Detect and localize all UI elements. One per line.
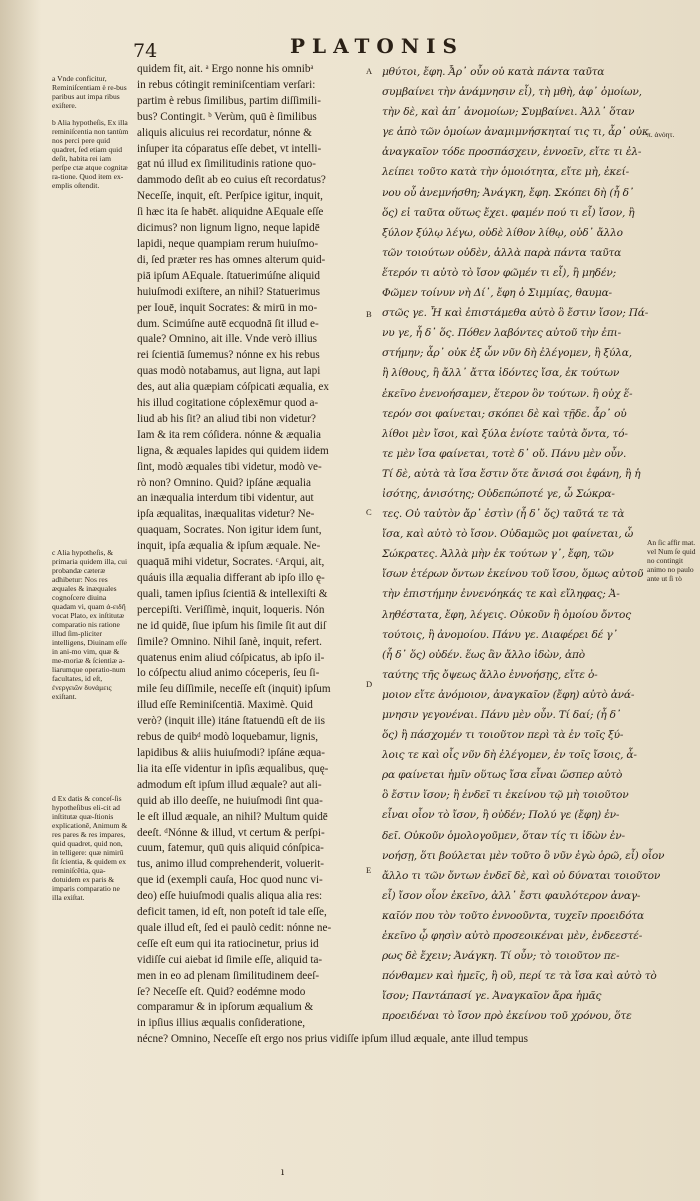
latin-line: per Iouē, inquit Socrates: & mirū in mo- [137, 301, 318, 314]
latin-line: quidem fit, ait. ᵃ Ergo nonne his omnibᵃ [137, 63, 314, 75]
latin-line: dicimus? non lignum ligno, neque lapidē [137, 222, 320, 235]
right-margin-notes [647, 130, 700, 730]
greek-line: καῖόν που τὸν τοῦτο ἐννοοῦντα, τυχεῖν προειδότα [382, 909, 645, 922]
latin-line: le eſt illud æquale, an nihil? Multum quidē [137, 810, 328, 823]
latin-line: ſe? Neceſſe eſt. Quid? eodémne modo [137, 985, 306, 998]
latin-line: ligna, & æquales lapides qui quidem iidem [137, 444, 329, 457]
greek-line: ληθέστατα, ἔφη, λέγεις. Οὐκοῦν ἢ ὁμοίου ὄντος [382, 608, 631, 621]
greek-line: λείπει τοῦτο κατὰ τὴν ὁμοιότητα, εἴτε μὴ, ἐκεί- [382, 166, 630, 179]
greek-line: ὅς) ἢ πάσχομέν τι τοιοῦτον περὶ τὰ ἐν τοῖς ξύ- [382, 729, 624, 742]
greek-line: ἴσων ἑτέρων ὄντων ἐκείνου τοῦ ἴσου, ὅμως αὐτοῦ [382, 568, 644, 581]
greek-line: ξύλον ξύλῳ λέγω, οὐδὲ λίθον λίθῳ, οὐδ᾽ ἄλλο [382, 226, 623, 239]
greek-line: ρα φαίνεται ἡμῖν οὕτως ἴσα εἶναι ὥσπερ αὐτὸ [382, 769, 623, 782]
section-letter-a: A [366, 66, 373, 76]
greek-line: τῶν τοιούτων οὐδὲν, ἀλλὰ παρὰ πάντα ταῦτα [382, 246, 622, 259]
latin-line: deficit tamen, id eſt, non poteſt id tale eſſe, [137, 906, 327, 919]
latin-line: di, ſed præter res has omnes alterum quid- [137, 253, 326, 266]
greek-line: ἴσον; Παντάπασί γε. Ἀναγκαῖον ἄρα ἡμᾶς [382, 990, 602, 1003]
latin-line: quáuis illa æqualia differant ab ipſo illo ę- [137, 572, 325, 584]
section-letter-e: E [366, 865, 372, 875]
greek-line: γε ἀπὸ τῶν ὁμοίων ἀναμιμνήσκηταί τις τι, ἆρ᾽ οὐκ [382, 126, 649, 139]
latin-line: lo cóſpectu aliud animo cóceperis, ſeu ſi- [137, 667, 320, 680]
latin-line: mile ſeu diſſimile, neceſſe eſt (inquit) ipſum [137, 683, 331, 696]
greek-line: ἢ λίθους, ἢ ἄλλ᾽ ἄττα ἰδόντες ἴσα, ἐκ τούτων [382, 367, 620, 380]
gutter-shadow [0, 0, 40, 1201]
latin-line: quale illud eſt, ſed ei paulò cedit: nónne ne- [137, 921, 332, 934]
greek-line: τούτοις, ἢ ἀνομοίου. Πάνυ γε. Διαφέρει δέ γ᾽ [382, 628, 618, 641]
latin-line: partim è rebus ſimilibus, partim diſſimili- [137, 94, 321, 107]
greek-line: Τί δὲ, αὐτὰ τὰ ἴσα ἔστιν ὅτε ἄνισά σοι ἐφάνη, ἢ ἡ [382, 467, 641, 480]
greek-line: τερόν σοι φαίνεται; σκόπει δὲ καὶ τῇδε. ἆρ᾽ οὐ [382, 407, 627, 420]
latin-line: quid ab illo deeſſe, ne huiuſmodi ſint qua- [137, 794, 323, 807]
running-head: PLATONIS [290, 34, 464, 58]
latin-line: in rebus cótingit reminiſcentiam verſari: [137, 78, 316, 91]
latin-line: des, aut alia quæpiam cóſpicati æqualia, ex [137, 381, 329, 394]
latin-line: quaquam, Socrates. Non igitur idem ſunt, [137, 524, 322, 537]
greek-line: ταύτης τῆς ὄψεως ἄλλο ἐννοήσῃς, εἴτε ὁ- [382, 668, 598, 681]
right-margin-note-1: π. ἀνόητ. [647, 130, 675, 139]
right-margin-note-2: An ſic affir mat. vel Num ſe quid no contingit animo no paulo ante ut ſi τὸ [647, 538, 696, 583]
latin-line: ſimile? Omnino. Nihil ſanè, inquit, refert. [137, 635, 322, 648]
latin-line: illud eſſe Reminiſcentiā. Maximè. Quid [137, 699, 313, 712]
latin-line: an inæqualia interdum tibi videntur, aut [137, 492, 314, 505]
latin-line: verò? (inquit ille) itáne ſtatuendū eſt de iis [137, 715, 325, 728]
latin-line: aliquis alicuius rei recordatur, nónne & [137, 126, 312, 139]
greek-line: νοήσῃ, ὅτι βούλεται μὲν τοῦτο ὃ νῦν ἐγὼ ὁρῶ, εἶ) οἷον [382, 849, 665, 862]
greek-line: τες. Οὐ ταὐτὸν ἄρ᾽ ἐστὶν (ἦ δ᾽ ὅς) ταῦτά τε τὰ [382, 508, 625, 521]
greek-line: νου οὗ ἀνεμνήσθη; Ἀνάγκη, ἔφη. Σκόπει δὴ (ἦ δ᾽ [382, 186, 634, 199]
greek-line: τε μὲν ἴσα φαίνεται, τοτὲ δ᾽ οὔ. Πάνυ μὲν οὖν. [382, 447, 627, 460]
greek-line: νυ γε, ἦ δ᾽ ὅς. Πόθεν λαβόντες αὐτοῦ τὴν ἐπι- [382, 327, 621, 340]
latin-line: lapidi, neque quampiam rerum huiuſmo- [137, 237, 319, 250]
latin-line: lapidibus & aliis huiuſmodi? ipſáne æqua- [137, 746, 325, 759]
latin-line: deeſt. ᵈNónne & illud, vt certum & perſpi- [137, 826, 325, 839]
margin-note-a: a Vnde conficitur, Reminiſcentiam è re-bus paribus aut impa ribus exiſtere. [52, 74, 127, 110]
latin-line: percepiſti. Veriſſimè, inquit, loqueris. Nón [137, 603, 325, 616]
greek-line: στῶς γε. Ἦ καὶ ἐπιστάμεθα αὐτὸ ὃ ἔστιν ἴσον; Πά- [382, 307, 649, 320]
section-letter-c: C [366, 507, 372, 517]
latin-line: ſi hæc ita ſe habēt. aliquidne AEquale eſſe [137, 206, 324, 219]
latin-line: dammodo deſit ab eo cuius eſt recordatus? [137, 174, 326, 187]
latin-line: rebus de quibᵈ modò loquebamur, lignis, [137, 731, 319, 744]
greek-line: ἐκεῖνο ἐνενοήσαμεν, ἕτερον ὂν τούτων. ἢ οὐχ ἕ- [382, 387, 633, 400]
latin-line: rò non? Omnino. Quid? ipſáne æqualia [137, 476, 311, 489]
latin-line: vidiſſe cui aiebat id ſimile eſſe, aliquid ta- [137, 953, 323, 966]
latin-line: lia ita eſſe videntur in ipſis æqualibus, quę- [137, 762, 329, 775]
greek-line: (ἦ δ᾽ ὅς) οὐδέν. ἕως ἂν ἄλλο ἰδὼν, ἀπὸ [382, 648, 585, 661]
greek-line: μνησιν γεγονέναι. Πάνυ μὲν οὖν. Τί δαί; (ἦ δ᾽ [382, 709, 621, 721]
greek-line: δεῖ. Οὐκοῦν ὁμολογοῦμεν, ὅταν τίς τι ἰδὼν ἐν- [382, 829, 625, 842]
greek-line: συμβαίνει τὴν ἀνάμνησιν εἶ), τὴ μθὴ, ἀφ᾽ ὁμοίων, [382, 86, 642, 99]
margin-note-c: c Alia hypotheſis, & primaria quidem illa, cui probandæ cæteræ adhibetur: Nos res æquales & inæquales cognoſcere diuina quadam vi, quam ἀ-ειδῆ vocat Plato, ex inſtitutæ comparatio nis ratione illud ſim-pliciter intelligens, Diuinam eſſe in ani-mo vim, quæ & me-moriæ & ſcientiæ a-liarumque operatio-num facultates, id eſt, ἐνεργειῶν δυνάμεις exiſtant. [52, 548, 128, 701]
greek-line: τὴν ἐπιστήμην ἐννενόηκάς τε καὶ εἴληφας; Ἀ- [382, 588, 620, 601]
latin-line: inſuper ita cóparatus eſſe debet, vt intelli- [137, 142, 322, 155]
latin-line: quas modò notabamus, aut ligna, aut lapi [137, 365, 321, 378]
latin-line: gat nú illud ex ſimilitudinis ratione quo- [137, 158, 316, 171]
latin-line: admodum eſt ipſum illud æquale? aut ali- [137, 778, 322, 791]
latin-line: in ipſius illius æqualis conſideratione, [137, 1017, 306, 1030]
greek-line: μοιον εἴτε ἀνόμοιον, ἀναγκαῖον (ἔφη) αὐτὸ ἀνά- [382, 688, 635, 701]
greek-line: ἰσότης, ἀνισότης; Οὐδεπώποτέ γε, ὦ Σώκρα- [382, 487, 615, 500]
latin-line: huiuſmodi exiſtere, an nihil? Statuerimus [137, 285, 321, 298]
latin-line: comparamur & in ipſorum æqualium & [137, 1001, 314, 1014]
latin-line: quaquā mihi videtur, Socrates. ᶜArqui, ait, [137, 556, 325, 569]
greek-line: προειδέναι τὸ ἴσον πρὸ ἐκείνου τοῦ χρόνου, ὅτε [382, 1010, 632, 1023]
greek-line: εἶναι οἷον τὸ ἴσον, ἢ οὐδέν; Πολύ γε (ἔφη) ἐν- [382, 809, 620, 822]
margin-note-b: b Alia hypotheſis, Ex illa reminiſcentia non tantùm nos perci pere quid quadret, ſed etiam quid deſit, habita rei iam perſpe ctæ atque cognitæ ra-tione. Quod item ex-emplis oſtendit. [52, 118, 129, 190]
latin-line: his illud cogitatione cóplexēmur quod a- [137, 397, 319, 410]
latin-line: bus? Contingit. ᵇ Verùm, quū è ſimilibus [137, 110, 317, 123]
greek-line: ἄλλο τι τῶν ὄντων ἐνδεῖ δὲ, καὶ οὐ δύναται τοιοῦτον [382, 869, 661, 882]
greek-line: μθύτοι, ἔφη. Ἆρ᾽ οὖν οὐ κατὰ πάντα ταῦτα [382, 66, 605, 78]
latin-line: nécne? Omnino, Neceſſe eſt ergo nos prius vidiſſe ipſum illud æquale, ante illud tempus [137, 1033, 528, 1046]
latin-line: piā ipſum AEquale. ſtatuerimúſne aliquid [137, 269, 320, 282]
greek-line: ἴσα, καὶ αὐτὸ τὸ ἴσον. Οὐδαμῶς μοι φαίνεται, ὦ [382, 528, 634, 541]
greek-line: ἀναγκαῖον τόδε προσπάσχειν, ἐννοεῖν, εἴτε τι ἐλ- [382, 146, 642, 159]
section-letter-d: D [366, 679, 373, 689]
greek-line: λοις τε καὶ οἷς νῦν δὴ ἐλέγομεν, ἐν τοῖς ἴσοις, ἆ- [382, 749, 637, 762]
latin-line: rei ſcientiā ſumemus? nónne ex his rebus [137, 349, 320, 362]
latin-line: inquit, ipſa æqualia & ipſum æquale. Ne- [137, 540, 321, 553]
latin-line: tus, animo illud comprehenderit, voluerit- [137, 858, 325, 871]
latin-line: que id (exempli cauſa, Hoc quod nunc vi- [137, 874, 323, 887]
greek-line: τὴν δὲ, καὶ ἀπ᾽ ἀνομοίων; Συμβαίνει. Ἀλλ᾽ ὅταν [382, 106, 635, 119]
greek-line: λίθοι μὲν ἴσοι, καὶ ξύλα ἐνίοτε ταὐτὰ ὄντα, τό- [382, 427, 628, 440]
greek-line: Σώκρατες. Ἀλλὰ μὴν ἐκ τούτων γ᾽, ἔφη, τῶν [382, 548, 614, 561]
section-letter-b: B [366, 309, 372, 319]
latin-line: dum. Scimúſne autē ecquodnā ſit illud e- [137, 317, 319, 330]
latin-line: ſint, modò æquales tibi videtur, modò ve- [137, 460, 322, 473]
greek-line: ρως δὲ ἔχειν; Ἀνάγκη. Τί οὖν; τὸ τοιοῦτον πε- [382, 950, 620, 963]
greek-line: ὃ ἔστιν ἴσον; ἢ ἐνδεῖ τι ἐκείνου τῷ μὴ τοιοῦτον [382, 789, 629, 802]
greek-line: ἐκεῖνο ᾧ φησὶν αὐτὸ προσεοικέναι μὲν, ἐνδεεστέ- [382, 930, 643, 943]
latin-line: liud ab his ſit? an aliud tibi non videtur? [137, 412, 316, 425]
greek-line: πόνθαμεν καὶ ἡμεῖς, ἢ οὒ, περί τε τὰ ἴσα καὶ αὐτὸ τὸ [382, 970, 657, 983]
greek-line: στήμην; ἆρ᾽ οὐκ ἐξ ὧν νῦν δὴ ἐλέγομεν, ἢ ξύλα, [382, 347, 632, 360]
margin-note-d: d Ex datis & conceſ-ſis hypotheſibus eli-cit ad inſtitutæ quæ-ſtionis explicationē, Animum & res pares & res impares, quid quadret, quid non, in telligere: quæ nimirū ſit ſcientia, & quidem ex reminiſcētia, qua-dotuidem ex paris & imparis comparatio ne illa exiſtat. [52, 794, 128, 902]
latin-line: quatenus enim aliud cóſpicatus, ab ipſo il- [137, 651, 325, 664]
latin-line: Iam & ita rem cóſidera. nónne & æqualia [137, 428, 321, 441]
latin-line: men in eo ad plenam ſimilitudinem deeſ- [137, 969, 320, 982]
section-letters [366, 60, 380, 880]
left-margin-notes [52, 64, 130, 902]
latin-line: deo) eſſe huiuſmodi qualis aliqua alia res: [137, 890, 323, 903]
greek-line: εἶ) ἴσον οἷον ἐκεῖνο, ἀλλ᾽ ἔστι φαυλότερον ἀναγ- [382, 889, 641, 902]
latin-line: cuum, fatemur, quū quis aliquid cónſpica- [137, 842, 324, 855]
greek-line: Φῶμεν τοίνυν νὴ Δί᾽, ἔφη ὁ Σιμμίας, θαυμα- [382, 287, 612, 300]
latin-line: quale? Omnino, ait ille. Vnde verò illius [137, 333, 317, 346]
greek-line: ὅς) εἰ ταῦτα οὕτως ἔχει. φαμέν πού τι εἶ) ἴσον, ἢ [382, 206, 635, 219]
page-number: 74 [133, 40, 158, 62]
latin-line: Neceſſe, inquit, eſt. Perſpice igitur, inquit, [137, 190, 323, 203]
latin-line: ceſſe eſt eum qui ita ratiocinetur, prius id [137, 937, 319, 950]
latin-line: ipſa æqualitas, inæqualitas videtur? Ne- [137, 508, 315, 521]
latin-line: ne id quidē, ſiue ipſum his ſimile ſit aut diſ [137, 619, 326, 632]
latin-line: quali, tamen ipſius ſcientiā & intellexiſti & [137, 587, 328, 600]
bottom-mark: ı [281, 1167, 285, 1178]
greek-line: ἕτερόν τι αὐτὸ τὸ ἴσον φῶμέν τι εἶ), ἢ μηδέν; [382, 266, 616, 279]
